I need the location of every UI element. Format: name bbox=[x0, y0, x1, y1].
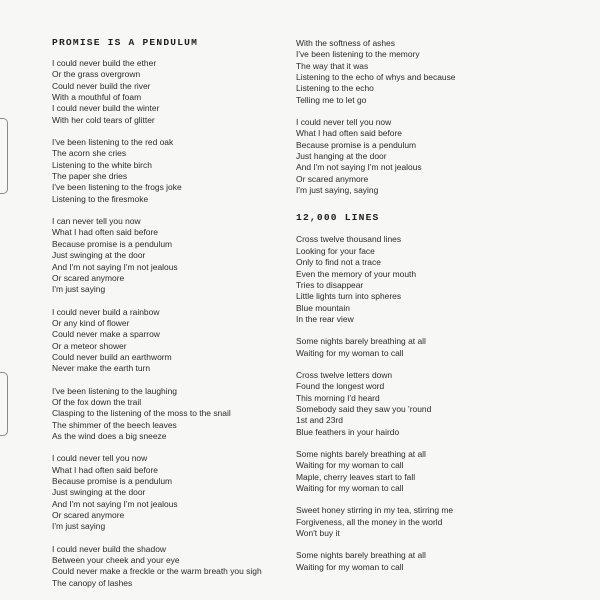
lyric-line: I can never tell you now bbox=[52, 216, 141, 227]
lyric-line: And I'm not saying I'm not jealous bbox=[296, 162, 422, 173]
lyric-line: Just hanging at the door bbox=[296, 151, 387, 162]
lyric-line: Because promise is a pendulum bbox=[52, 476, 173, 486]
lyric-line: Or scared anymore bbox=[52, 510, 125, 521]
lyric-line: Tries to disappear bbox=[296, 279, 364, 290]
lyric-line: I could never build the winter bbox=[52, 103, 160, 114]
lyric-line: Some nights barely breathing at all bbox=[296, 336, 426, 347]
lyric-line: What I had often said before bbox=[296, 128, 403, 139]
lyric-line: Just swinging at the door bbox=[52, 487, 146, 498]
lyric-line: Some nights barely breathing at all bbox=[296, 550, 426, 561]
lyric-line: Or any kind of flower bbox=[52, 317, 130, 328]
lyric-line: Between your cheek and your eye bbox=[52, 555, 180, 566]
right-column bbox=[296, 38, 546, 584]
lyric-line: I could never build the ether bbox=[52, 58, 157, 68]
lyric-line: I've been listening to the frogs joke bbox=[52, 182, 182, 193]
stanza bbox=[52, 386, 287, 443]
lyric-line: Waiting for my woman to call bbox=[296, 483, 404, 493]
left-lyrics bbox=[52, 58, 287, 589]
lyric-line: Clasping to the listening of the moss to the snail bbox=[52, 408, 231, 419]
stanza bbox=[296, 117, 546, 196]
lyric-line: I'm just saying bbox=[52, 521, 106, 532]
lyric-line: Or scared anymore bbox=[52, 272, 125, 283]
stanza bbox=[52, 137, 287, 205]
lyric-line: Or the grass overgrown bbox=[52, 69, 141, 80]
lyric-line: What I had often said before bbox=[52, 464, 159, 475]
stanza bbox=[296, 370, 546, 438]
lyric-line: Could never build the river bbox=[52, 80, 151, 91]
lyric-line: The shimmer of the beech leaves bbox=[52, 419, 177, 430]
lyric-line: Waiting for my woman to call bbox=[296, 460, 404, 471]
stanza bbox=[52, 216, 287, 295]
stanza bbox=[52, 544, 287, 589]
lyric-line: Never make the earth turn bbox=[52, 363, 151, 374]
lyric-line: Could never make a sparrow bbox=[52, 329, 160, 340]
staple-mark bbox=[0, 118, 8, 194]
lyric-line: Found the longest word bbox=[296, 381, 385, 392]
lyric-line: I've been listening to the red oak bbox=[52, 137, 174, 148]
stanza bbox=[52, 307, 287, 375]
lyric-line: This morning I'd heard bbox=[296, 392, 380, 403]
stanza bbox=[296, 449, 546, 494]
lyric-line: The way that it was bbox=[296, 60, 369, 71]
lyric-line: Blue feathers in your hairdo bbox=[296, 426, 400, 437]
lyric-line: What I had often said before bbox=[52, 227, 159, 238]
lyric-line: The acorn she cries bbox=[52, 148, 127, 159]
stanza bbox=[296, 336, 546, 359]
lyric-line: With the softness of ashes bbox=[296, 38, 395, 48]
lyric-line: And I'm not saying I'm not jealous bbox=[52, 261, 178, 272]
stanza bbox=[296, 38, 546, 106]
lyric-line: Cross twelve thousand lines bbox=[296, 234, 402, 245]
left-column bbox=[52, 36, 287, 600]
lyric-line: I'm just saying bbox=[52, 284, 106, 295]
song-title-promise-is-a-pendulum: PROMISE IS A PENDULUM bbox=[52, 37, 199, 48]
lyric-line: Because promise is a pendulum bbox=[52, 238, 173, 249]
lyric-line: Or scared anymore bbox=[296, 173, 369, 184]
right-top-lyrics bbox=[296, 38, 546, 196]
lyric-line: Listening to the echo of whys and because bbox=[296, 72, 456, 83]
lyric-line: Only to find not a trace bbox=[296, 257, 381, 268]
lyric-line: I could never tell you now bbox=[52, 453, 148, 464]
lyric-line: Cross twelve letters down bbox=[296, 369, 393, 380]
lyric-line: Waiting for my woman to call bbox=[296, 347, 404, 358]
lyric-line: Listening to the firesmoke bbox=[52, 193, 149, 204]
lyric-line: Of the fox down the trail bbox=[52, 396, 142, 407]
lyric-line: Maple, cherry leaves start to fall bbox=[296, 471, 416, 482]
lyric-line: Because promise is a pendulum bbox=[296, 139, 417, 150]
lyric-line: Could never build an earthworm bbox=[52, 351, 172, 362]
lyric-line: I could never build the shadow bbox=[52, 543, 166, 554]
lyric-line: As the wind does a big sneeze bbox=[52, 430, 167, 441]
lyric-line: Just swinging at the door bbox=[52, 250, 146, 261]
lyric-line: I've been listening to the laughing bbox=[52, 385, 177, 396]
lyric-line: Won't buy it bbox=[296, 528, 340, 539]
lyric-line: I could never build a rainbow bbox=[52, 306, 160, 317]
stanza bbox=[296, 505, 546, 539]
lyric-line: The canopy of lashes bbox=[52, 577, 133, 588]
lyric-line: I've been listening to the memory bbox=[296, 49, 420, 60]
stanza bbox=[52, 453, 287, 532]
lyric-line: Forgiveness, all the money in the world bbox=[296, 516, 443, 527]
lyric-line: With a mouthful of foam bbox=[52, 92, 142, 103]
lyric-line: Listening to the white birch bbox=[52, 159, 152, 170]
lyric-line: Sweet honey stirring in my tea, stirring me bbox=[296, 505, 454, 516]
lyric-line: I could never tell you now bbox=[296, 117, 392, 128]
stanza bbox=[296, 234, 546, 325]
lyric-line: Little lights turn into spheres bbox=[296, 291, 402, 302]
lyric-line: And I'm not saying I'm not jealous bbox=[52, 498, 178, 509]
lyric-line: Some nights barely breathing at all bbox=[296, 448, 426, 459]
lyric-line: The paper she dries bbox=[52, 171, 128, 182]
lyric-line: Even the memory of your mouth bbox=[296, 268, 417, 279]
lyric-line: Could never make a freckle or the warm breath you sigh bbox=[52, 566, 262, 577]
lyric-line: Looking for your face bbox=[296, 245, 375, 256]
lyric-line: Somebody said they saw you 'round bbox=[296, 403, 432, 414]
lyric-line: With her cold tears of glitter bbox=[52, 114, 155, 125]
stanza bbox=[296, 550, 546, 573]
lyric-line: In the rear view bbox=[296, 313, 354, 324]
right-lyrics bbox=[296, 234, 546, 573]
staple-mark bbox=[0, 372, 8, 436]
lyric-line: Or a meteor shower bbox=[52, 340, 127, 351]
song-title-12000-lines: 12,000 LINES bbox=[296, 212, 380, 224]
lyric-line: Blue mountain bbox=[296, 302, 350, 313]
lyric-line: I'm just saying, saying bbox=[296, 185, 379, 196]
lyric-line: Waiting for my woman to call bbox=[296, 561, 404, 572]
lyric-line: Listening to the echo bbox=[296, 83, 374, 94]
lyric-line: Telling me to let go bbox=[296, 94, 367, 105]
lyric-line: 1st and 23rd bbox=[296, 415, 343, 426]
stanza bbox=[52, 58, 287, 126]
